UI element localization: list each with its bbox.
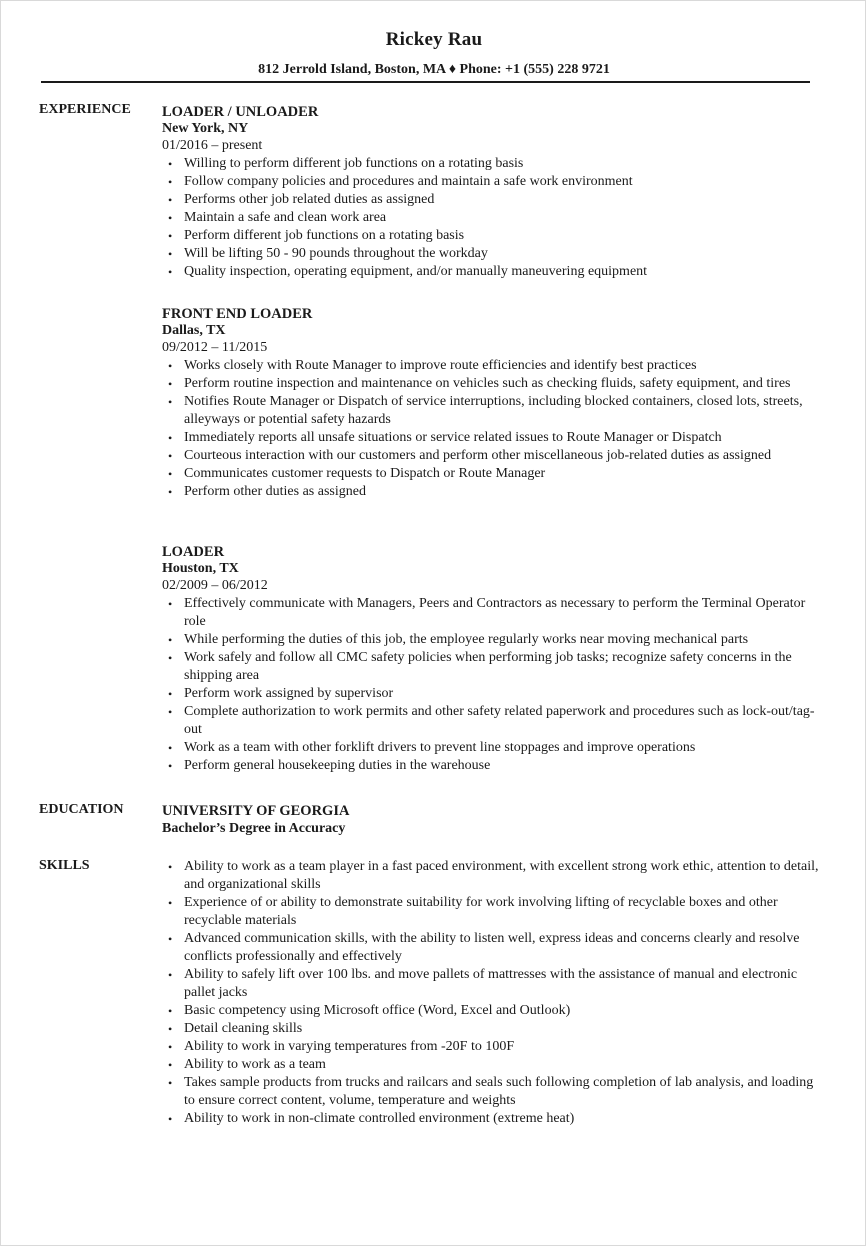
list-item: • Basic competency using Microsoft office (Word, Excel and Outlook) [162, 1002, 820, 1020]
list-item: • Perform different job functions on a rotating basis [162, 227, 820, 245]
list-item: • Works closely with Route Manager to improve route efficiencies and identify best practices [162, 357, 820, 375]
job-duties-list [162, 357, 822, 501]
list-item: • Work safely and follow all CMC safety policies when performing job tasks; recognize safety concerns in the shipping area [162, 649, 820, 685]
job-entry [162, 103, 822, 281]
education-entry [162, 802, 822, 838]
candidate-name: Rickey Rau [385, 29, 483, 50]
list-item: • Advanced communication skills, with the ability to listen well, express ideas and concerns clearly and resolve conflicts professionally and effectively [162, 930, 820, 966]
job-duties-list [162, 595, 822, 775]
list-item: • Perform general housekeeping duties in the warehouse [162, 757, 820, 775]
job-title: LOADER [162, 544, 225, 560]
list-item: • Ability to work as a team player in a fast paced environment, with excellent strong work ethic, attention to detail, and organizational skills [162, 858, 820, 894]
list-item: • Notifies Route Manager or Dispatch of service interruptions, including blocked containers, closed lots, streets, alleyways or potential safety hazards [162, 393, 820, 429]
job-location: New York, NY [162, 121, 249, 136]
skills-block [162, 858, 822, 1128]
list-item: • Complete authorization to work permits and other safety related paperwork and procedures such as lock-out/tag-out [162, 703, 820, 739]
list-item: • Immediately reports all unsafe situations or service related issues to Route Manager or Dispatch [162, 429, 820, 447]
job-entry [162, 543, 822, 775]
section-label-skills: SKILLS [39, 858, 90, 873]
job-dates: 09/2012 – 11/2015 [162, 340, 268, 355]
list-item: • Effectively communicate with Managers, Peers and Contractors as necessary to perform the Terminal Operator role [162, 595, 820, 631]
list-item: • Communicates customer requests to Dispatch or Route Manager [162, 465, 820, 483]
header-divider [41, 81, 810, 83]
job-duties-list [162, 155, 822, 281]
list-item: • Work as a team with other forklift drivers to prevent line stoppages and improve operations [162, 739, 820, 757]
degree: Bachelor’s Degree in Accuracy [162, 821, 346, 836]
job-entry [162, 305, 822, 501]
list-item: • Follow company policies and procedures and maintain a safe work environment [162, 173, 820, 191]
list-item: • Quality inspection, operating equipment, and/or manually maneuvering equipment [162, 263, 820, 281]
list-item: • Perform work assigned by supervisor [162, 685, 820, 703]
list-item: • Ability to work in varying temperatures from -20F to 100F [162, 1038, 820, 1056]
list-item: • Courteous interaction with our customers and perform other miscellaneous job-related duties as assigned [162, 447, 820, 465]
list-item: • Maintain a safe and clean work area [162, 209, 820, 227]
list-item: • Performs other job related duties as assigned [162, 191, 820, 209]
job-dates: 01/2016 – present [162, 138, 263, 153]
section-label-education: EDUCATION [39, 802, 124, 817]
contact-line: 812 Jerrold Island, Boston, MA ♦ Phone: +1 (555) 228 9721 [258, 62, 610, 77]
skills-list [162, 858, 822, 1128]
list-item: • Perform other duties as assigned [162, 483, 820, 501]
job-location: Houston, TX [162, 561, 239, 576]
school-name: UNIVERSITY OF GEORGIA [162, 803, 350, 819]
list-item: • Takes sample products from trucks and railcars and seals such following completion of lab analysis, and loading to ensure correct content, volume, temperature and weights [162, 1074, 820, 1110]
list-item: • Experience of or ability to demonstrate suitability for work involving lifting of recyclable boxes and other recyclable materials [162, 894, 820, 930]
list-item: • Ability to safely lift over 100 lbs. and move pallets of mattresses with the assistance of manual and electronic pallet jacks [162, 966, 820, 1002]
list-item: • Willing to perform different job functions on a rotating basis [162, 155, 820, 173]
list-item: • Ability to work in non-climate controlled environment (extreme heat) [162, 1110, 820, 1128]
list-item: • Will be lifting 50 - 90 pounds throughout the workday [162, 245, 820, 263]
list-item: • Ability to work as a team [162, 1056, 820, 1074]
section-label-experience: EXPERIENCE [39, 102, 131, 117]
list-item: • Perform routine inspection and maintenance on vehicles such as checking fluids, safety equipment, and tires [162, 375, 820, 393]
list-item: • Detail cleaning skills [162, 1020, 820, 1038]
list-item: • While performing the duties of this job, the employee regularly works near moving mechanical parts [162, 631, 820, 649]
job-title: FRONT END LOADER [162, 306, 313, 322]
job-title: LOADER / UNLOADER [162, 104, 319, 120]
job-dates: 02/2009 – 06/2012 [162, 578, 268, 593]
job-location: Dallas, TX [162, 323, 226, 338]
